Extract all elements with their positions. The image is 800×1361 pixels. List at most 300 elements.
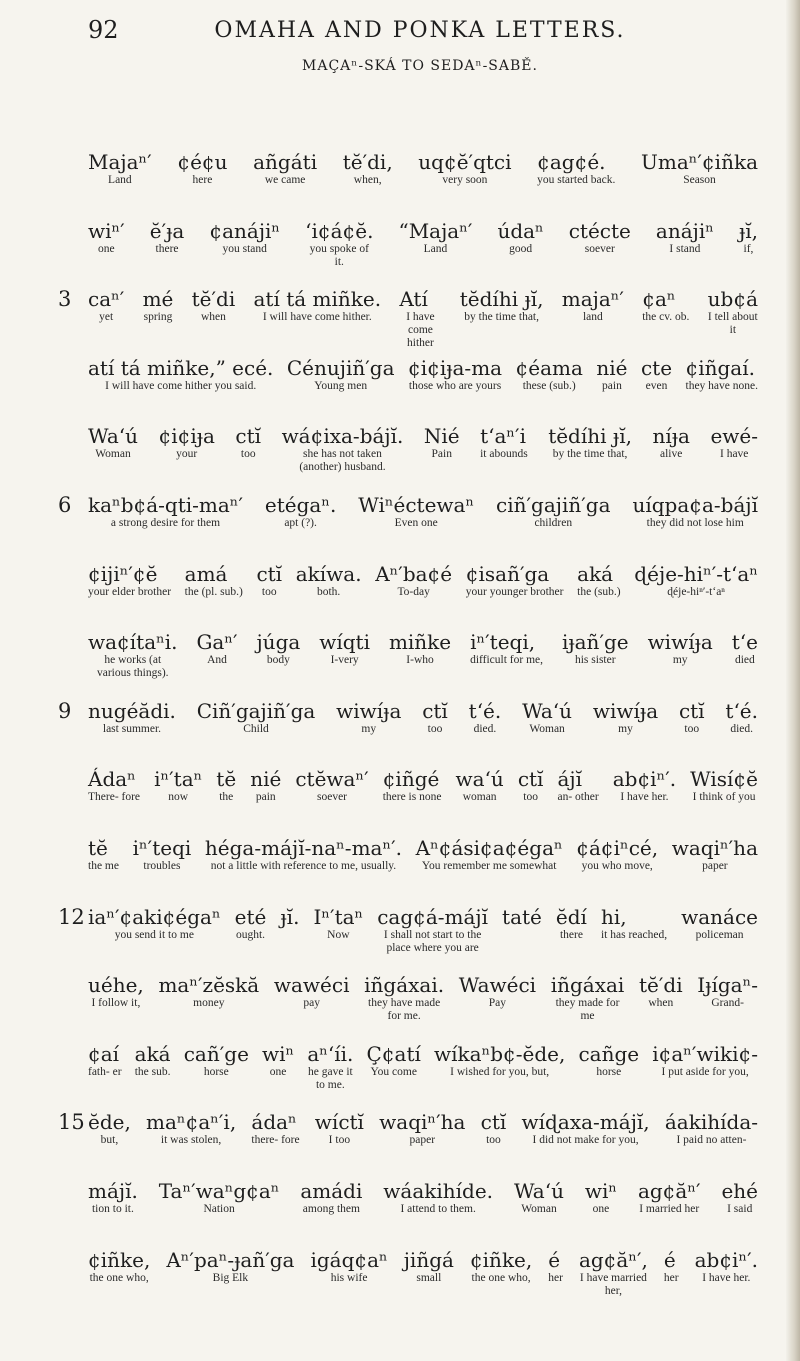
word-pair xyxy=(196,630,237,667)
original-word: ĕde, xyxy=(88,1110,131,1135)
word-pair xyxy=(642,287,689,324)
original-word: ctĭ xyxy=(517,767,544,792)
english-gloss: Land xyxy=(423,242,448,255)
english-gloss: too xyxy=(427,722,443,735)
original-word: t‘e xyxy=(731,630,758,655)
original-word: mé xyxy=(142,287,174,312)
english-gloss: when xyxy=(648,997,674,1010)
english-gloss: Even one xyxy=(394,517,438,529)
english-gloss: one xyxy=(592,1203,610,1215)
word-pair xyxy=(562,287,624,324)
word-pair xyxy=(514,1179,564,1216)
word-pair xyxy=(184,1042,249,1079)
word-pair xyxy=(88,1179,138,1216)
original-word: Majaⁿ′ xyxy=(88,150,152,174)
word-pair xyxy=(88,1248,150,1285)
english-gloss: you stand xyxy=(222,242,267,255)
word-pair xyxy=(652,1042,758,1079)
english-gloss: now xyxy=(168,791,189,804)
word-pair xyxy=(398,219,472,256)
original-word: ¢anájiⁿ xyxy=(209,218,281,243)
english-gloss: among them xyxy=(302,1203,360,1215)
english-gloss: I said xyxy=(727,1203,753,1215)
original-word: igáq¢aⁿ xyxy=(310,1247,388,1272)
original-word: cañge xyxy=(578,1041,640,1066)
english-gloss: Land xyxy=(108,174,132,186)
original-word: uéhe, xyxy=(88,973,144,998)
english-gloss: but, xyxy=(100,1134,119,1147)
word-pair xyxy=(638,1179,701,1216)
word-pair xyxy=(422,699,448,736)
original-word: aká xyxy=(134,1041,171,1066)
english-gloss: they have made for me. xyxy=(368,997,441,1023)
original-word: ctĭ xyxy=(235,424,262,449)
word-pair xyxy=(250,767,281,804)
word-pair xyxy=(251,1110,299,1147)
word-pair xyxy=(158,424,214,461)
original-word: ádaⁿ xyxy=(251,1110,297,1135)
word-pair xyxy=(287,356,395,393)
original-word: ctĕwaⁿ′ xyxy=(295,767,369,792)
original-word: Cénujiñ′ga xyxy=(286,355,395,380)
word-pair xyxy=(235,424,261,461)
word-pair xyxy=(88,219,125,256)
english-gloss: too xyxy=(684,722,700,735)
word-pair xyxy=(641,356,672,393)
english-gloss: too xyxy=(486,1134,501,1147)
word-pair xyxy=(551,973,625,1023)
original-word: atí tá miñke,” ecé. xyxy=(88,355,274,380)
original-word: t‘aⁿ′i xyxy=(480,424,526,449)
english-gloss: too xyxy=(523,791,538,804)
original-word: ciñ′gajiñ′ga xyxy=(496,493,611,517)
original-word: ɖéje-hiⁿ′-t‘aⁿ xyxy=(634,561,758,586)
original-word: nié xyxy=(596,355,628,380)
original-word: wá¢ixa-bájĭ. xyxy=(281,424,404,449)
word-pair xyxy=(656,219,714,256)
english-gloss: they have none. xyxy=(685,379,758,392)
word-pair xyxy=(613,767,676,804)
word-pair xyxy=(408,356,502,393)
original-word: tĕ xyxy=(216,767,237,792)
original-word: ctĭ xyxy=(678,698,705,723)
english-gloss: soever xyxy=(584,242,615,255)
word-pair xyxy=(399,287,441,350)
original-word: taté xyxy=(502,904,542,929)
english-gloss: I wished for you, but, xyxy=(450,1065,550,1078)
word-pair xyxy=(88,150,152,187)
word-pair xyxy=(88,630,178,680)
original-word: wiⁿ xyxy=(262,1041,295,1066)
word-pair xyxy=(665,1110,758,1147)
original-word: tĕdíhi ɟĭ, xyxy=(548,424,632,449)
text-line xyxy=(88,1110,758,1176)
original-word: tĕ xyxy=(88,836,108,860)
english-gloss: horse xyxy=(596,1065,622,1078)
word-pair xyxy=(216,767,236,804)
word-pair xyxy=(456,767,504,804)
english-gloss: I shall not start to the place where you are xyxy=(383,928,482,954)
running-header xyxy=(70,8,770,48)
english-gloss: she has not taken (another) husband. xyxy=(299,448,386,474)
original-word: údaⁿ xyxy=(497,218,544,243)
english-gloss: children xyxy=(534,517,573,529)
original-word: ĕ′ɟa xyxy=(149,218,185,243)
original-word: ¢i¢iɟa xyxy=(158,424,215,449)
word-pair xyxy=(274,973,350,1010)
original-word: ɟĭ, xyxy=(738,218,758,243)
original-word: níɟa xyxy=(652,424,690,449)
english-gloss: you started back. xyxy=(537,174,616,186)
english-gloss: you send it to me xyxy=(114,928,194,941)
english-gloss: I-who xyxy=(406,654,434,667)
original-word: jiñgá xyxy=(403,1247,454,1272)
word-pair xyxy=(150,219,185,256)
english-gloss: a strong desire for them xyxy=(110,517,221,529)
english-gloss: you spoke of it. xyxy=(309,242,369,268)
english-gloss: the one who, xyxy=(89,1271,149,1284)
original-word: ĕdí xyxy=(555,904,587,929)
english-gloss: ɖéje-hiⁿ′-t‘aⁿ xyxy=(667,585,725,598)
original-word: Ádaⁿ xyxy=(88,767,136,792)
word-pair xyxy=(522,699,572,736)
english-gloss: soever xyxy=(317,791,348,804)
original-word: wíkaⁿb¢-ĕde, xyxy=(434,1041,566,1066)
word-pair xyxy=(265,493,336,530)
original-word: amá xyxy=(184,561,228,586)
english-gloss: he gave it to me. xyxy=(308,1065,353,1091)
original-word: waqiⁿ′ha xyxy=(379,1110,466,1135)
english-gloss: money xyxy=(193,997,225,1010)
text-line xyxy=(88,1042,758,1108)
word-pair xyxy=(634,562,758,599)
word-pair xyxy=(146,1110,236,1147)
word-pair xyxy=(469,699,502,736)
english-gloss: alive xyxy=(660,448,683,461)
english-gloss: I think of you xyxy=(692,791,756,804)
english-gloss: died. xyxy=(730,722,754,735)
word-pair xyxy=(739,219,758,256)
original-word: Aⁿ′ba¢é xyxy=(375,561,453,586)
original-word: waqiⁿ′ha xyxy=(671,836,758,860)
original-word: atí tá miñke. xyxy=(253,287,382,312)
text-line xyxy=(88,219,758,285)
original-word: ¢é¢u xyxy=(177,150,228,174)
english-gloss: one xyxy=(269,1065,287,1078)
english-gloss: the xyxy=(219,791,234,804)
english-gloss: my xyxy=(618,722,633,735)
text-line xyxy=(88,699,758,765)
english-gloss: ought. xyxy=(235,928,266,941)
word-pair xyxy=(690,767,758,804)
text-line xyxy=(88,767,758,833)
word-pair xyxy=(639,973,683,1010)
original-word: Wawéci xyxy=(458,973,537,998)
original-word: ewé- xyxy=(710,424,758,449)
word-pair xyxy=(377,905,488,955)
word-pair xyxy=(681,905,758,942)
word-pair xyxy=(585,1179,617,1216)
word-pair xyxy=(280,905,299,929)
english-gloss: by the time that, xyxy=(552,448,628,461)
original-word: ¢éama xyxy=(515,355,583,380)
line-number: 3 xyxy=(58,287,72,312)
word-pair xyxy=(235,905,267,942)
original-word: aⁿ‘íi. xyxy=(307,1041,354,1066)
word-pair xyxy=(725,699,758,736)
english-gloss: I stand xyxy=(669,242,701,255)
english-gloss: I married her xyxy=(639,1203,700,1215)
word-pair xyxy=(159,1179,280,1216)
original-word: wa¢ítaⁿi. xyxy=(88,630,178,655)
original-word: cañ′ge xyxy=(183,1041,249,1066)
original-word: é xyxy=(663,1247,676,1272)
english-gloss: her xyxy=(548,1271,563,1284)
word-pair xyxy=(135,1042,171,1079)
original-word: tĕ′di, xyxy=(342,150,393,174)
original-word: Ç¢atí xyxy=(366,1041,421,1066)
original-word: tĕdíhi ɟĭ, xyxy=(459,287,544,312)
word-pair xyxy=(596,356,627,393)
english-gloss: the (pl. sub.) xyxy=(184,585,243,598)
original-word: akíwa. xyxy=(295,561,362,586)
english-gloss: here xyxy=(192,174,213,186)
english-gloss: there xyxy=(559,928,583,941)
english-gloss: it has reached, xyxy=(600,928,668,941)
text-line xyxy=(88,356,758,422)
word-pair xyxy=(254,287,382,324)
english-gloss: There- fore xyxy=(88,791,141,804)
english-gloss: there- fore xyxy=(251,1134,300,1147)
original-word: ehé xyxy=(721,1179,758,1203)
original-word: aká xyxy=(577,561,614,586)
original-word: cte xyxy=(640,355,673,380)
word-pair xyxy=(305,219,373,269)
original-word: ag¢ăⁿ′, xyxy=(578,1247,648,1272)
word-pair xyxy=(88,356,273,393)
word-pair xyxy=(516,356,583,393)
line-number: 6 xyxy=(58,493,72,517)
original-word: Umaⁿ′¢iñka xyxy=(641,150,758,174)
original-word: iaⁿ′¢aki¢égaⁿ xyxy=(88,904,221,929)
word-pair xyxy=(548,1248,563,1285)
word-pair xyxy=(460,287,544,324)
word-pair xyxy=(343,150,393,187)
english-gloss: it abounds xyxy=(480,448,528,461)
original-word: wanáce xyxy=(681,904,758,929)
english-gloss: an- other xyxy=(557,791,599,804)
english-gloss: land xyxy=(582,311,603,324)
word-pair xyxy=(88,287,124,324)
word-pair xyxy=(358,493,474,530)
text-line xyxy=(88,424,758,490)
english-gloss: I did not make for you, xyxy=(532,1134,639,1147)
english-gloss: And xyxy=(207,654,227,667)
word-pair xyxy=(466,562,564,599)
original-word: ¢iñgé xyxy=(382,767,440,792)
english-gloss: died. xyxy=(473,722,497,735)
word-pair xyxy=(313,905,363,942)
english-gloss: I have come hither xyxy=(406,311,435,350)
english-gloss: I-very xyxy=(330,654,359,667)
page-number: 92 xyxy=(88,16,119,44)
original-word: ctĭ xyxy=(480,1110,507,1135)
original-word: é xyxy=(548,1247,561,1272)
original-word: wíɖaxa-májĭ, xyxy=(521,1110,650,1135)
english-gloss: my xyxy=(672,654,688,667)
english-gloss: Pay xyxy=(488,997,507,1010)
english-gloss: her xyxy=(663,1271,679,1284)
word-pair xyxy=(88,905,221,942)
english-gloss: the sub. xyxy=(134,1065,171,1078)
english-gloss: last summer. xyxy=(102,722,162,735)
word-pair xyxy=(537,150,615,187)
english-gloss: yet xyxy=(99,311,114,324)
english-gloss: I will have come hither you said. xyxy=(105,379,257,392)
word-pair xyxy=(209,219,280,256)
original-word: Aⁿ′paⁿ-ɟañ′ga xyxy=(166,1247,295,1272)
word-pair xyxy=(404,1248,454,1285)
word-pair xyxy=(197,699,316,736)
english-gloss: your younger brother xyxy=(465,585,564,598)
english-gloss: You come xyxy=(370,1065,417,1078)
word-pair xyxy=(300,1179,362,1216)
original-word: Wiⁿéctewaⁿ xyxy=(358,493,475,517)
original-word: ab¢iⁿ′. xyxy=(694,1247,758,1272)
line-number: 9 xyxy=(58,698,72,723)
english-gloss: small xyxy=(416,1271,442,1284)
word-pair xyxy=(648,630,713,667)
original-word: caⁿ′ xyxy=(88,287,125,312)
english-gloss: tion to it. xyxy=(91,1203,134,1215)
word-pair xyxy=(632,493,758,530)
english-gloss: these (sub.) xyxy=(522,379,576,392)
word-pair xyxy=(88,562,171,599)
original-word: wiⁿ xyxy=(584,1179,618,1203)
english-gloss: my xyxy=(361,722,377,735)
english-gloss: I too xyxy=(328,1134,351,1147)
english-gloss: I put aside for you, xyxy=(661,1065,749,1078)
word-pair xyxy=(679,699,705,736)
english-gloss: paper xyxy=(702,860,728,872)
original-word: kaⁿb¢á-qti-maⁿ′ xyxy=(88,493,243,517)
word-pair xyxy=(641,150,758,187)
original-word: ¢iñke, xyxy=(469,1247,533,1272)
english-gloss: good xyxy=(509,242,533,255)
original-word: ¢aⁿ xyxy=(642,287,676,312)
original-word: maⁿ′zĕskă xyxy=(158,973,260,998)
original-word: tĕ′di xyxy=(191,287,236,312)
word-pair xyxy=(496,493,611,530)
word-pair xyxy=(518,767,544,804)
word-pair xyxy=(424,424,460,461)
english-gloss: apt (?). xyxy=(284,517,317,529)
english-gloss: even xyxy=(645,379,668,392)
english-gloss: Woman xyxy=(521,1203,557,1215)
original-word: ¢iñke, xyxy=(88,1247,151,1272)
english-gloss: we came xyxy=(264,174,306,186)
text-line xyxy=(88,562,758,628)
english-gloss: his sister xyxy=(574,654,616,667)
english-gloss: your elder brother xyxy=(88,585,172,598)
word-pair xyxy=(88,424,138,461)
english-gloss: he works (at various things). xyxy=(96,654,169,680)
original-word: júga xyxy=(256,630,301,655)
original-word: ¢i¢iɟa-ma xyxy=(407,355,503,380)
word-pair xyxy=(577,562,620,599)
word-pair xyxy=(732,630,758,667)
english-gloss: difficult for me, xyxy=(470,654,543,667)
english-gloss: they did not lose him xyxy=(646,517,744,529)
english-gloss: both. xyxy=(316,585,341,598)
english-gloss: Young men xyxy=(314,379,368,392)
word-pair xyxy=(88,973,144,1010)
original-word: eté xyxy=(234,904,267,929)
english-gloss: if, xyxy=(743,242,754,255)
word-pair xyxy=(88,1042,122,1079)
original-word: etégaⁿ. xyxy=(264,493,337,517)
original-word: nugéădi. xyxy=(88,698,176,723)
english-gloss: your xyxy=(176,448,198,461)
text-line xyxy=(88,150,758,216)
english-gloss: body xyxy=(266,654,290,667)
original-word: Iⁿ′taⁿ xyxy=(313,904,364,929)
english-gloss: I have her. xyxy=(620,791,669,804)
word-pair xyxy=(133,836,192,873)
english-gloss: troubles xyxy=(143,860,181,872)
word-pair xyxy=(307,1042,353,1092)
original-word: i¢aⁿ′wiki¢- xyxy=(652,1041,758,1066)
word-pair xyxy=(143,287,174,324)
english-gloss: I tell about it xyxy=(707,311,758,337)
word-pair xyxy=(310,1248,387,1285)
english-gloss: I will have come hither. xyxy=(262,311,372,324)
original-word: iñgáxai xyxy=(550,973,625,998)
word-pair xyxy=(192,287,236,324)
english-gloss: one xyxy=(98,242,115,255)
word-pair xyxy=(579,1248,648,1298)
original-word: iⁿ′teqi xyxy=(132,836,192,860)
original-word: ¢isañ′ga xyxy=(465,561,550,586)
word-pair xyxy=(205,836,402,873)
original-word: maⁿ¢aⁿ′i, xyxy=(146,1110,237,1135)
original-word: wiⁿ′ xyxy=(88,218,125,243)
word-pair xyxy=(282,424,404,474)
word-pair xyxy=(480,424,528,461)
word-pair xyxy=(697,973,758,1010)
word-pair xyxy=(389,630,451,667)
english-gloss: you who move, xyxy=(581,860,653,872)
original-word: Wisí¢ĕ xyxy=(690,767,758,792)
english-gloss: Pain xyxy=(431,448,452,461)
word-pair xyxy=(166,1248,294,1285)
english-gloss: there xyxy=(155,242,179,255)
english-gloss: pain xyxy=(255,791,276,804)
original-word: ¢aí xyxy=(88,1041,120,1066)
english-gloss: his wife xyxy=(330,1271,368,1284)
english-gloss: the me xyxy=(88,860,119,872)
word-pair xyxy=(88,1110,131,1147)
original-word: ag¢ăⁿ′ xyxy=(637,1179,701,1203)
word-pair xyxy=(710,424,758,461)
english-gloss: You remember me somewhat xyxy=(421,860,557,872)
english-gloss: there is none xyxy=(382,791,442,804)
word-pair xyxy=(336,699,401,736)
running-title: OMAHA AND PONKA LETTERS. xyxy=(214,18,626,43)
word-pair xyxy=(470,1248,532,1285)
word-pair xyxy=(502,905,542,929)
original-word: Wa‘ú xyxy=(513,1179,564,1203)
